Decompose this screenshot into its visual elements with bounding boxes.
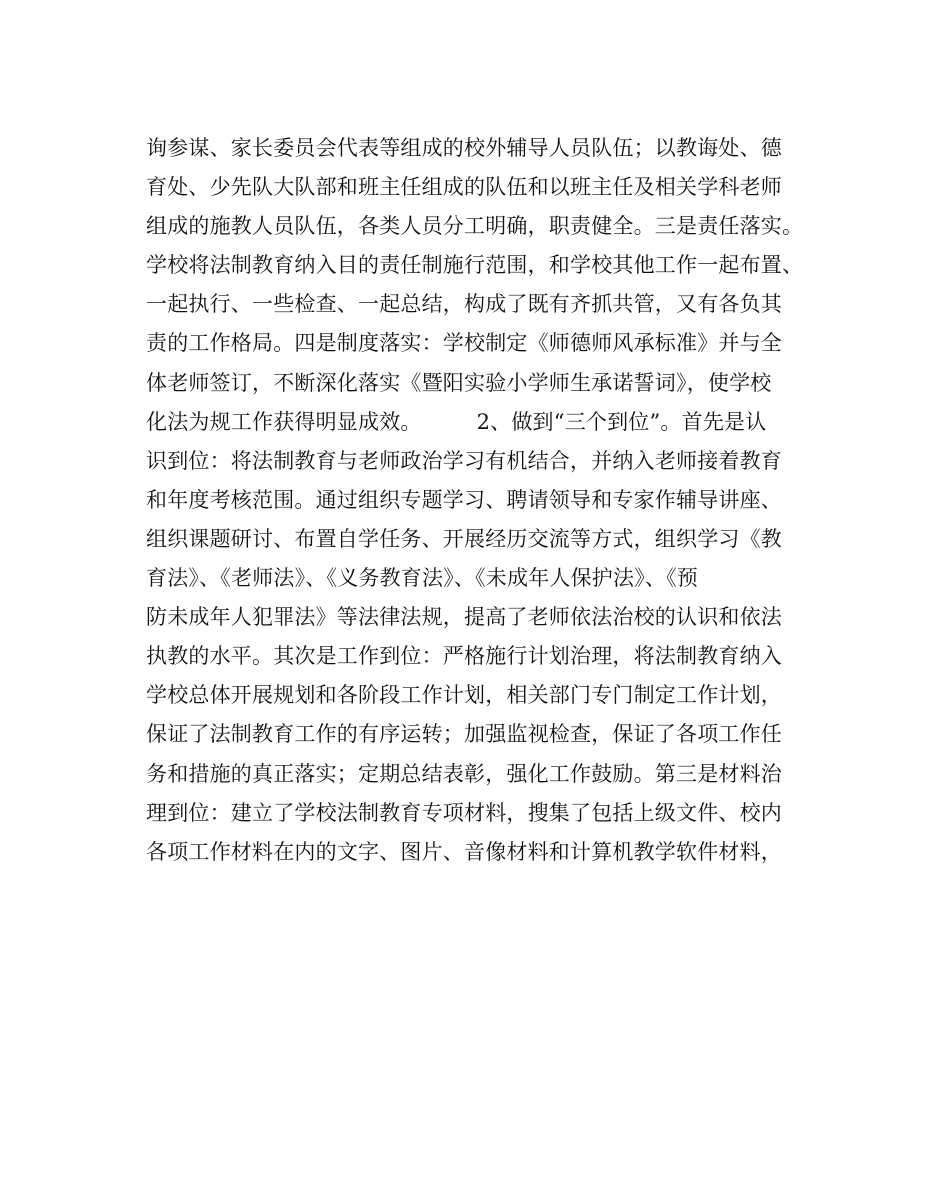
text-line: 各项工作材料在内的文字、图片、音像材料和计算机教学软件材料， [146, 839, 782, 864]
text-line: 育处、少先队大队部和班主任组成的队伍和以班主任及相关学科老师 [146, 175, 782, 200]
text-line: 和年度考核范围。通过组织专题学习、聘请领导和专家作辅导讲座、 [146, 487, 782, 512]
text-line: 一起执行、一些检查、一起总结，构成了既有齐抓共管，又有各负其 [146, 292, 782, 317]
text-line: 体老师签订，不断深化落实《暨阳实验小学师生承诺誓词》，使学校 [146, 370, 772, 395]
text-line: 组成的施教人员队伍，各类人员分工明确，职责健全。三是责任落实。 [146, 214, 804, 239]
text-line: 询参谋、家长委员会代表等组成的校外辅导人员队伍；以教诲处、德 [146, 136, 782, 160]
text-line: 学校将法制教育纳入目的责任制施行范围，和学校其他工作一起布置、 [146, 253, 804, 278]
text-line: 化法为规工作获得明显成效。 2、做到“三个到位”。首先是认 [146, 409, 767, 434]
text-line: 执教的水平。其次是工作到位：严格施行计划治理，将法制教育纳入 [146, 644, 782, 669]
text-line: 防未成年人犯罪法》等法律法规，提高了老师依法治校的认识和依法 [146, 605, 782, 630]
text-line: 识到位：将法制教育与老师政治学习有机结合，并纳入老师接着教育 [146, 448, 782, 473]
text-line: 责的工作格局。四是制度落实：学校制定《师德师风承标准》并与全 [146, 331, 782, 356]
text-line: 育法》、《老师法》、《义务教育法》、《未成年人保护法》、《预 [146, 566, 698, 591]
text-line: 组织课题研讨、布置自学任务、开展经历交流等方式，组织学习《教 [146, 526, 782, 551]
text-line: 理到位：建立了学校法制教育专项材料，搜集了包括上级文件、校内 [146, 800, 782, 825]
text-line: 务和措施的真正落实；定期总结表彰，强化工作鼓励。第三是材料治 [146, 761, 782, 786]
body-text [146, 129, 846, 872]
text-line: 保证了法制教育工作的有序运转；加强监视检查，保证了各项工作任 [146, 722, 782, 747]
text-line: 学校总体开展规划和各阶段工作计划，相关部门专门制定工作计划， [146, 683, 782, 708]
